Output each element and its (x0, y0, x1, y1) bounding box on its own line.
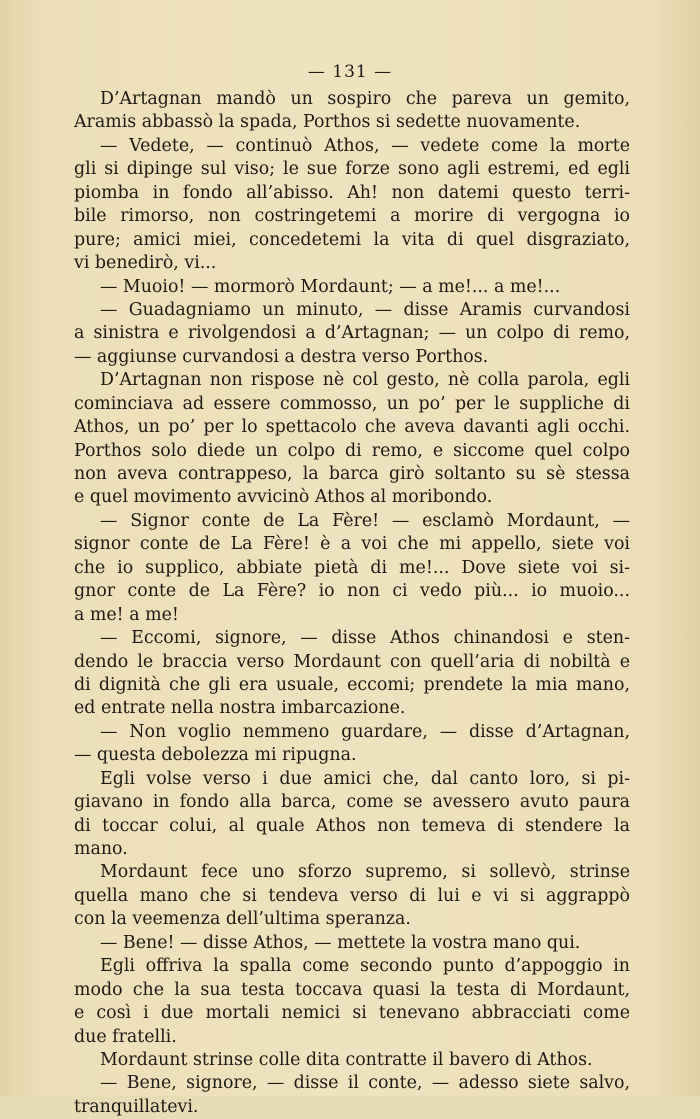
text-line: D’Artagnan mandò un sospiro che pareva un gemito, (100, 89, 630, 109)
text-line: con la veemenza dell’ultima speranza. (74, 909, 411, 930)
text-line: pure; amici miei, concedetemi la vita di quel disgraziato, (74, 229, 630, 250)
text-line: — Muoio! — mormorò Mordaunt; — a me!... a me!... (100, 276, 561, 297)
text-line: — Non voglio nemmeno guardare, — disse d’Artagnan, (100, 721, 630, 742)
text-line: a sinistra e rivolgendosi a d’Artagnan; — un colpo di remo, (74, 323, 630, 344)
text-line: gnor conte de La Fère? io non ci vedo più... io muoio... (74, 581, 630, 602)
text-line: mano. (74, 839, 128, 859)
body-text (74, 88, 630, 1119)
text-line: e così i due mortali nemici si tenevano abbracciati come (74, 1003, 630, 1024)
text-line: Porthos solo diede un colpo di remo, e siccome quel colpo (74, 440, 630, 461)
text-line: tranquillatevi. (74, 1096, 199, 1117)
text-line: piomba in fondo all’abisso. Ah! non datemi questo terri- (74, 182, 630, 203)
text-line: Athos, un po’ per lo spettacolo che aveva davanti agli occhi. (74, 417, 630, 438)
text-line: signor conte de La Fère! è a voi che mi appello, siete voi (74, 534, 630, 555)
text-line: due fratelli. (74, 1026, 177, 1047)
text-line: D’Artagnan non rispose nè col gesto, nè colla parola, egli (100, 370, 630, 391)
text-line: — Bene! — disse Athos, — mettete la vostra mano qui. (100, 932, 581, 953)
text-line: dendo le braccia verso Mordaunt con quell’aria di nobiltà e (74, 651, 630, 672)
page-number: — 131 — (307, 62, 393, 82)
text-line: che io supplico, abbiate pietà di me!... Dove siete voi si- (74, 557, 630, 578)
text-line: Aramis abbassò la spada, Porthos si sedette nuovamente. (74, 112, 581, 133)
text-line: di toccar colui, al quale Athos non temeva di stendere la (74, 815, 630, 836)
text-line: bile rimorso, non costringetemi a morire di vergogna io (74, 206, 630, 227)
text-line: — Vedete, — continuò Athos, — vedete come la morte (100, 135, 630, 156)
text-line: — aggiunse curvandosi a destra verso Porthos. (74, 346, 489, 367)
text-line: quella mano che si tendeva verso di lui e vi si aggrappò (74, 885, 630, 906)
text-line: giavano in fondo alla barca, come se avessero avuto paura (74, 792, 630, 813)
text-line: modo che la sua testa toccava quasi la testa di Mordaunt, (74, 979, 630, 1000)
text-line: di dignità che gli era usuale, eccomi; prendete la mia mano, (74, 674, 630, 695)
text-line: gli si dipinge sul viso; le sue forze sono agli estremi, ed egli (74, 159, 630, 180)
text-line: cominciava ad essere commosso, un po’ per le suppliche di (74, 393, 630, 414)
text-line: Mordaunt fece uno sforzo supremo, si sollevò, strinse (100, 862, 630, 883)
text-line: — Bene, signore, — disse il conte, — adesso siete salvo, (100, 1073, 630, 1094)
text-line: Egli volse verso i due amici che, dal canto loro, si pi- (100, 768, 630, 789)
text-line: Egli offriva la spalla come secondo punto d’appoggio in (100, 956, 630, 977)
text-line: non aveva contrappeso, la barca girò soltanto su sè stessa (74, 464, 630, 484)
text-line: a me! a me! (74, 604, 179, 625)
text-line: — Eccomi, signore, — disse Athos chinandosi e sten- (100, 628, 630, 649)
text-line: Mordaunt strinse colle dita contratte il bavero di Athos. (100, 1049, 593, 1070)
text-line: vi benedirò, vi... (74, 253, 217, 274)
text-line: — Signor conte de La Fère! — esclamò Mordaunt, — (100, 510, 630, 531)
text-line: ed entrate nella nostra imbarcazione. (74, 698, 406, 719)
text-line: — questa debolezza mi ripugna. (74, 745, 357, 766)
text-line: e quel movimento avvicinò Athos al moribondo. (74, 487, 493, 508)
text-line: — Guadagniamo un minuto, — disse Aramis curvandosi (100, 299, 630, 320)
